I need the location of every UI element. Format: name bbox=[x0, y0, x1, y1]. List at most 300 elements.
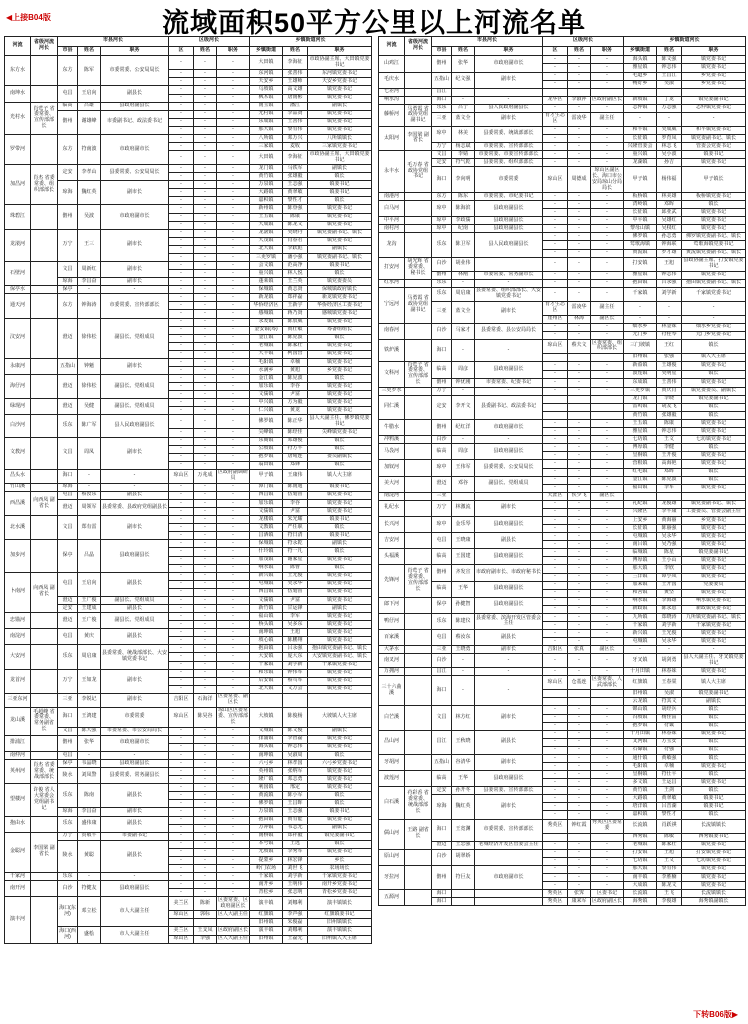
city-name: 五指山 bbox=[58, 358, 78, 374]
town-chief-name: 李胜楠 bbox=[657, 873, 682, 881]
town-chief-name: 王兰英 bbox=[283, 278, 308, 286]
town-chief-title: 镇党委书记 bbox=[682, 882, 746, 890]
river-name: 南开河 bbox=[5, 881, 31, 897]
chief-title: 副市长 bbox=[101, 262, 169, 278]
district-name: - bbox=[543, 857, 568, 865]
town-name: 海头镇 bbox=[250, 743, 283, 751]
district-chief-title: - bbox=[217, 197, 250, 205]
provincial-chief bbox=[405, 500, 432, 516]
district-chief-title: - bbox=[217, 237, 250, 245]
district-chief-title: 副主任 bbox=[591, 301, 624, 315]
town-name: 元门乡 bbox=[624, 331, 657, 339]
col-header-river: 河流 bbox=[5, 37, 31, 56]
district-chief-title: 区委书记 bbox=[591, 890, 624, 898]
city-name: 白沙 bbox=[58, 881, 78, 897]
district-chief-title: - bbox=[217, 302, 250, 310]
town-chief-title: 镇委书记 bbox=[308, 483, 372, 491]
city-name: 儋州 bbox=[432, 56, 452, 72]
chief-name: 徐伟松 bbox=[78, 375, 101, 399]
table-row bbox=[5, 645, 372, 653]
district-chief-name: - bbox=[568, 233, 591, 241]
provincial-chief bbox=[405, 56, 432, 72]
town-chief-title: 镇党委副书记 bbox=[682, 690, 746, 698]
provincial-chief bbox=[31, 56, 58, 86]
town-chief-title: 镇党委书记 bbox=[682, 379, 746, 388]
district-chief-title: - bbox=[591, 225, 624, 233]
district-chief-title bbox=[591, 411, 624, 419]
chief-title: - bbox=[475, 387, 543, 395]
district-chief-title: - bbox=[217, 445, 250, 453]
town-chief-title: - bbox=[682, 112, 746, 126]
table-row bbox=[5, 437, 372, 445]
city-name: 海口(东河) bbox=[58, 897, 78, 927]
town-chief-title: 新政镇党委书记 bbox=[682, 605, 746, 613]
table-row bbox=[5, 375, 372, 383]
district-name: 崖州区 bbox=[543, 315, 568, 323]
town-name: 金安镇(筹) bbox=[250, 326, 283, 334]
town-chief-name: 陈俊杨 bbox=[283, 707, 308, 727]
chief-title: - bbox=[475, 279, 543, 287]
district-chief-name: - bbox=[194, 134, 217, 142]
town-chief-title: 副镇长 bbox=[308, 245, 372, 253]
town-name: 感城镇 bbox=[250, 310, 283, 318]
chief-name: 陈广军 bbox=[78, 415, 101, 437]
river-name: 五源河 bbox=[379, 890, 405, 906]
district-name: - bbox=[543, 754, 568, 762]
provincial-chief bbox=[31, 516, 58, 540]
river-name: 美大河 bbox=[379, 476, 405, 492]
town-chief-title bbox=[308, 693, 372, 707]
col-header-name: 姓名 bbox=[657, 46, 682, 56]
chief-title: 老城经济开发区管委会主任 bbox=[475, 841, 543, 849]
table-row bbox=[5, 751, 372, 759]
table-row bbox=[379, 104, 746, 112]
district-chief-title: - bbox=[217, 399, 250, 407]
city-name: 昌江 bbox=[432, 88, 452, 96]
table-row bbox=[379, 706, 746, 714]
district-name: - bbox=[169, 253, 194, 261]
district-name: - bbox=[169, 294, 194, 302]
district-name: - bbox=[169, 540, 194, 548]
town-chief-title: 镇党委书记 bbox=[682, 428, 746, 436]
district-chief-name: - bbox=[568, 597, 591, 605]
table-row bbox=[379, 339, 746, 353]
provincial-chief bbox=[31, 358, 58, 374]
table-row bbox=[5, 596, 372, 604]
district-chief-name: - bbox=[568, 80, 591, 88]
town-chief-name: 林孝国 bbox=[283, 759, 308, 767]
city-name: 陵水 bbox=[58, 768, 78, 784]
city-name: 琼海 bbox=[432, 795, 452, 819]
town-chief-title bbox=[682, 88, 746, 96]
table-row bbox=[379, 201, 746, 209]
town-chief-name: 朱俊磊 bbox=[283, 919, 308, 927]
district-name: - bbox=[169, 278, 194, 286]
col-header-title: 职务 bbox=[101, 46, 169, 56]
town-name: 佛罗镇 bbox=[250, 415, 283, 429]
district-chief-title: - bbox=[217, 532, 250, 540]
district-name: - bbox=[169, 856, 194, 864]
provincial-chief bbox=[405, 323, 432, 339]
district-name: - bbox=[169, 621, 194, 629]
town-name: 新政镇 bbox=[624, 605, 657, 613]
town-chief-title: 副镇长 bbox=[308, 824, 372, 832]
town-chief-name: 王光俊 bbox=[657, 630, 682, 638]
town-chief-title: 镇党委书记 bbox=[308, 126, 372, 134]
river-name: 昌山河 bbox=[379, 730, 405, 754]
district-chief-name: - bbox=[194, 832, 217, 840]
col-header-name: 姓名 bbox=[283, 46, 308, 56]
district-name: 琼山区 bbox=[169, 707, 194, 727]
town-chief-name: 王文 bbox=[657, 436, 682, 444]
town-chief-title bbox=[682, 492, 746, 500]
district-name: - bbox=[543, 722, 568, 730]
table-row bbox=[5, 294, 372, 302]
district-chief-title: - bbox=[217, 661, 250, 669]
chief-title: 副县长 bbox=[101, 816, 169, 832]
district-name: - bbox=[169, 165, 194, 173]
district-chief-title: - bbox=[591, 271, 624, 279]
district-chief-title: - bbox=[217, 556, 250, 564]
district-chief-title: - bbox=[217, 221, 250, 229]
chief-name: 周新红 bbox=[78, 262, 101, 278]
chief-name: 符健友 bbox=[78, 881, 101, 897]
town-chief-name: 胡经兵 bbox=[657, 706, 682, 714]
town-chief-title: 镇长 bbox=[308, 548, 372, 556]
river-name: 卜南河 bbox=[5, 572, 31, 612]
district-chief-name: - bbox=[568, 849, 591, 857]
city-name: 三亚 bbox=[432, 492, 452, 500]
chief-name: - bbox=[452, 339, 475, 361]
district-name: - bbox=[169, 118, 194, 126]
col-header-name: 姓名 bbox=[568, 46, 591, 56]
town-chief-title: 旧州镇人大主席 bbox=[308, 935, 372, 943]
city-name: 东方 bbox=[58, 294, 78, 318]
town-chief-title: 镇党委书记 bbox=[682, 873, 746, 881]
town-name: 雅星镇 bbox=[624, 64, 657, 72]
provincial-chief bbox=[31, 318, 58, 358]
district-name: - bbox=[169, 110, 194, 118]
town-chief-name: 甘运锋 bbox=[283, 604, 308, 612]
town-chief-name: 李晓 bbox=[657, 395, 682, 403]
col-header-district: 区 bbox=[169, 46, 194, 56]
provincial-chief bbox=[31, 229, 58, 261]
district-name: - bbox=[169, 800, 194, 808]
town-chief-name: 王远 bbox=[283, 840, 308, 848]
district-chief-title: - bbox=[591, 233, 624, 241]
district-chief-title: - bbox=[591, 500, 624, 508]
table-row bbox=[5, 86, 372, 94]
town-chief-name: 黄翠敏 bbox=[657, 795, 682, 803]
town-name: 东阁镇 bbox=[250, 437, 283, 445]
table-row bbox=[379, 613, 746, 621]
town-name: 北大镇 bbox=[250, 685, 283, 693]
chief-name: 陈大强 bbox=[78, 727, 101, 735]
district-name: - bbox=[543, 287, 568, 301]
table-row bbox=[5, 816, 372, 824]
district-chief-title: 秀英区区委常委 bbox=[592, 819, 623, 832]
town-chief-name: 麦收 bbox=[283, 143, 308, 151]
district-chief-title: - bbox=[217, 816, 250, 824]
district-name: - bbox=[543, 379, 568, 388]
district-chief-name: - bbox=[194, 205, 217, 213]
chief-title: 副市长 bbox=[475, 706, 543, 730]
chief-title: 市委副书记、政法委书记 bbox=[101, 110, 169, 134]
district-chief-name: - bbox=[194, 94, 217, 102]
town-name: 三更罗镇 bbox=[624, 387, 657, 395]
district-chief-name: - bbox=[568, 882, 591, 890]
district-name: - bbox=[169, 548, 194, 556]
district-chief-title: - bbox=[217, 645, 250, 653]
river-name: 儒山河 bbox=[379, 819, 405, 849]
chief-name: 蓝文全 bbox=[452, 301, 475, 323]
town-chief-name: 王剑 bbox=[657, 787, 682, 795]
chief-name: 郑有雷 bbox=[78, 516, 101, 540]
town-chief-name: 钟志伟 bbox=[657, 271, 682, 279]
district-chief-name: - bbox=[194, 334, 217, 342]
district-chief-name: - bbox=[568, 565, 591, 573]
town-chief-title: 镇长 bbox=[308, 173, 372, 181]
district-chief-name: - bbox=[568, 209, 591, 217]
town-chief-title: 镇长 bbox=[308, 461, 372, 469]
river-name: 先锋河 bbox=[379, 565, 405, 597]
district-chief-title bbox=[591, 690, 624, 698]
town-chief-name: 王善伟 bbox=[283, 118, 308, 126]
river-name: 龙滚河 bbox=[5, 229, 31, 261]
district-name: - bbox=[169, 205, 194, 213]
district-name: - bbox=[543, 573, 568, 581]
district-chief-name: 雷凌华 bbox=[568, 112, 591, 126]
district-name: - bbox=[543, 621, 568, 629]
river-name: 千家河 bbox=[5, 873, 31, 881]
chief-title: 县政府副县长 bbox=[475, 597, 543, 613]
district-chief-title: - bbox=[591, 857, 624, 865]
town-name: 重兴镇 bbox=[624, 151, 657, 159]
district-name: - bbox=[169, 661, 194, 669]
district-chief-name: - bbox=[194, 840, 217, 848]
district-chief-title: - bbox=[591, 516, 624, 524]
district-chief-title: - bbox=[591, 201, 624, 209]
district-name: - bbox=[169, 816, 194, 824]
col-header-city: 市县 bbox=[432, 46, 452, 56]
town-chief-title: 镇党委书记 bbox=[682, 573, 746, 581]
town-chief-title: 镇长 bbox=[682, 738, 746, 746]
chief-name: 吴波 bbox=[78, 205, 101, 229]
town-chief-title: 镇党委书记 bbox=[682, 64, 746, 72]
town-chief-name: 张雄毅 bbox=[657, 411, 682, 419]
city-name: 东方 bbox=[432, 193, 452, 201]
district-chief-title: - bbox=[591, 287, 624, 301]
district-chief-name: - bbox=[194, 429, 217, 437]
district-chief-title: - bbox=[217, 391, 250, 399]
chief-title: 县政府副县长 bbox=[101, 881, 169, 897]
district-chief-title: - bbox=[217, 548, 250, 556]
chief-name: 钟魁 bbox=[78, 358, 101, 374]
town-chief-name: 胡友飞 bbox=[657, 403, 682, 411]
town-chief-title: 乡党委书记 bbox=[682, 80, 746, 88]
river-name: 打安河 bbox=[379, 257, 405, 279]
town-name: 新兴镇 bbox=[250, 572, 283, 580]
provincial-chief bbox=[405, 420, 432, 436]
city-name: 澄迈 bbox=[58, 499, 78, 515]
district-name: - bbox=[169, 391, 194, 399]
col-header-name: 姓名 bbox=[194, 46, 217, 56]
district-chief-title: - bbox=[591, 779, 624, 787]
town-chief-name: 符桂琴 bbox=[657, 331, 682, 339]
town-chief-name: 李海雄 bbox=[657, 597, 682, 605]
provincial-chief: 胡光辉 省委常委、秘书长 bbox=[405, 257, 432, 279]
district-chief-title: - bbox=[217, 310, 250, 318]
town-name: 黎母山镇 bbox=[624, 225, 657, 233]
district-chief-name: - bbox=[194, 437, 217, 445]
town-chief-name: 黎有伟 bbox=[657, 865, 682, 873]
provincial-chief bbox=[31, 375, 58, 399]
table-row bbox=[5, 110, 372, 118]
chief-name: 盛桧 bbox=[78, 927, 101, 943]
district-chief-title: - bbox=[217, 165, 250, 173]
town-chief-title: 镇党委书记 bbox=[682, 557, 746, 565]
provincial-chief bbox=[405, 613, 432, 629]
river-name: 绿现河 bbox=[5, 399, 31, 415]
table-row bbox=[5, 181, 372, 189]
district-chief-name: - bbox=[194, 461, 217, 469]
district-chief-name: - bbox=[568, 613, 591, 621]
district-chief-title: - bbox=[217, 832, 250, 840]
district-name: - bbox=[169, 613, 194, 621]
town-name: 石碌镇 bbox=[624, 746, 657, 754]
district-name: - bbox=[169, 792, 194, 800]
town-chief-title: 千家镇党委书记 bbox=[308, 873, 372, 881]
district-chief-title: - bbox=[217, 499, 250, 507]
town-name: 老城镇 bbox=[624, 841, 657, 849]
chief-title: 县委常委、公安局局长 bbox=[475, 460, 543, 476]
provincial-chief bbox=[31, 134, 58, 164]
town-chief-name: 王志强 bbox=[283, 808, 308, 816]
town-chief-title: 抱由镇党委副书记、镇长 bbox=[308, 645, 372, 653]
town-name: 七坊镇 bbox=[624, 857, 657, 865]
district-chief-name: - bbox=[194, 262, 217, 270]
district-name: - bbox=[169, 840, 194, 848]
city-name: 五指山 bbox=[432, 754, 452, 770]
chief-title: - bbox=[101, 286, 169, 294]
town-chief-name: - bbox=[657, 301, 682, 315]
river-name: 三十六曲溪 bbox=[379, 676, 405, 706]
district-name: - bbox=[543, 257, 568, 271]
chief-name: 马家才 bbox=[452, 323, 475, 339]
river-table-left bbox=[4, 36, 372, 944]
district-chief-name: - bbox=[194, 253, 217, 261]
district-name: - bbox=[169, 350, 194, 358]
town-chief-name: 王明伟 bbox=[283, 881, 308, 889]
district-chief-name: - bbox=[194, 524, 217, 532]
town-chief-name: 符强 bbox=[657, 746, 682, 754]
district-chief-name: - bbox=[568, 630, 591, 638]
town-chief-title: 镇党委书记 bbox=[682, 525, 746, 533]
town-chief-title: 南开乡党委书记 bbox=[308, 881, 372, 889]
town-name: 旧州镇 bbox=[624, 353, 657, 361]
chief-name: 王秋晓 bbox=[452, 730, 475, 754]
district-name: - bbox=[543, 209, 568, 217]
chief-title: 市政府副市长 bbox=[475, 420, 543, 436]
city-name: 白沙 bbox=[432, 257, 452, 271]
district-chief-name: - bbox=[194, 776, 217, 784]
town-name: 抱由镇 bbox=[250, 816, 283, 824]
district-chief-name: - bbox=[568, 525, 591, 533]
district-name: - bbox=[169, 102, 194, 110]
district-name: - bbox=[543, 779, 568, 787]
city-name: 昌江 bbox=[432, 730, 452, 754]
town-name: 长征镇 bbox=[624, 209, 657, 217]
town-chief-name: 邓志勇 bbox=[283, 776, 308, 784]
town-chief-name: 黎性才 bbox=[657, 811, 682, 819]
district-chief-title: - bbox=[217, 873, 250, 881]
chief-name: 吴健 bbox=[78, 399, 101, 415]
town-chief-title: 六弓乡党委书记 bbox=[308, 759, 372, 767]
district-chief-name: - bbox=[194, 564, 217, 572]
district-name: - bbox=[543, 597, 568, 605]
town-name: 礼纪镇 bbox=[624, 500, 657, 508]
town-chief-title: 镇长 bbox=[308, 270, 372, 278]
district-chief-name: - bbox=[568, 581, 591, 589]
provincial-chief bbox=[405, 279, 432, 287]
town-chief-name: 吴淑 bbox=[657, 690, 682, 698]
river-name: 南港河 bbox=[379, 193, 405, 201]
district-chief-title: - bbox=[217, 278, 250, 286]
river-name: 东方水 bbox=[5, 56, 31, 86]
river-name: 冲鸦溪 bbox=[379, 436, 405, 444]
town-chief-title: 镇党委副书记 bbox=[682, 549, 746, 557]
col-header-provincial-chief: 省级河流河长 bbox=[405, 37, 432, 56]
town-chief-title: 农场场长 bbox=[308, 865, 372, 873]
chief-name: 王广俊 bbox=[78, 613, 101, 629]
district-chief-title: - bbox=[591, 638, 624, 646]
town-chief-title: 镇长 bbox=[682, 754, 746, 762]
table-row bbox=[379, 323, 746, 331]
chief-title: 县政府副县长 bbox=[475, 201, 543, 217]
river-name: 百家溪 bbox=[379, 630, 405, 646]
chief-title: 县政府副县长 bbox=[475, 225, 543, 233]
chief-name: 纪红洋 bbox=[452, 420, 475, 436]
district-chief-name: - bbox=[194, 86, 217, 94]
provincial-chief bbox=[31, 399, 58, 415]
chief-name: 周启康 bbox=[452, 287, 475, 301]
chief-title: 副县长 bbox=[475, 730, 543, 754]
town-chief-title: 镇党委书记 bbox=[682, 630, 746, 638]
table-row bbox=[379, 787, 746, 795]
district-chief-name: - bbox=[194, 383, 217, 391]
town-name: 文儒镇 bbox=[250, 596, 283, 604]
town-name: 打安镇 bbox=[624, 849, 657, 857]
table-row bbox=[379, 898, 746, 906]
district-chief-name: 李强 bbox=[194, 935, 217, 943]
town-chief-title: - bbox=[682, 315, 746, 323]
chief-name: 孙健智 bbox=[452, 597, 475, 613]
city-name: 乐东 bbox=[58, 415, 78, 437]
chief-name: 王伟军 bbox=[452, 460, 475, 476]
district-chief-name: - bbox=[568, 533, 591, 541]
town-name: 千家镇 bbox=[250, 661, 283, 669]
town-chief-name: 黄有能 bbox=[283, 816, 308, 824]
town-name: 三更罗镇 bbox=[250, 253, 283, 261]
chief-name: 周彦 bbox=[452, 444, 475, 460]
city-name: 陵水 bbox=[58, 840, 78, 872]
town-name: 兴隆管委会 bbox=[624, 143, 657, 151]
district-chief-title: - bbox=[591, 849, 624, 857]
town-chief-name: 黄庆肖 bbox=[657, 387, 682, 395]
city-name: 保亭 bbox=[432, 597, 452, 613]
district-chief-title: - bbox=[217, 613, 250, 621]
town-name: 长流镇 bbox=[624, 819, 657, 833]
